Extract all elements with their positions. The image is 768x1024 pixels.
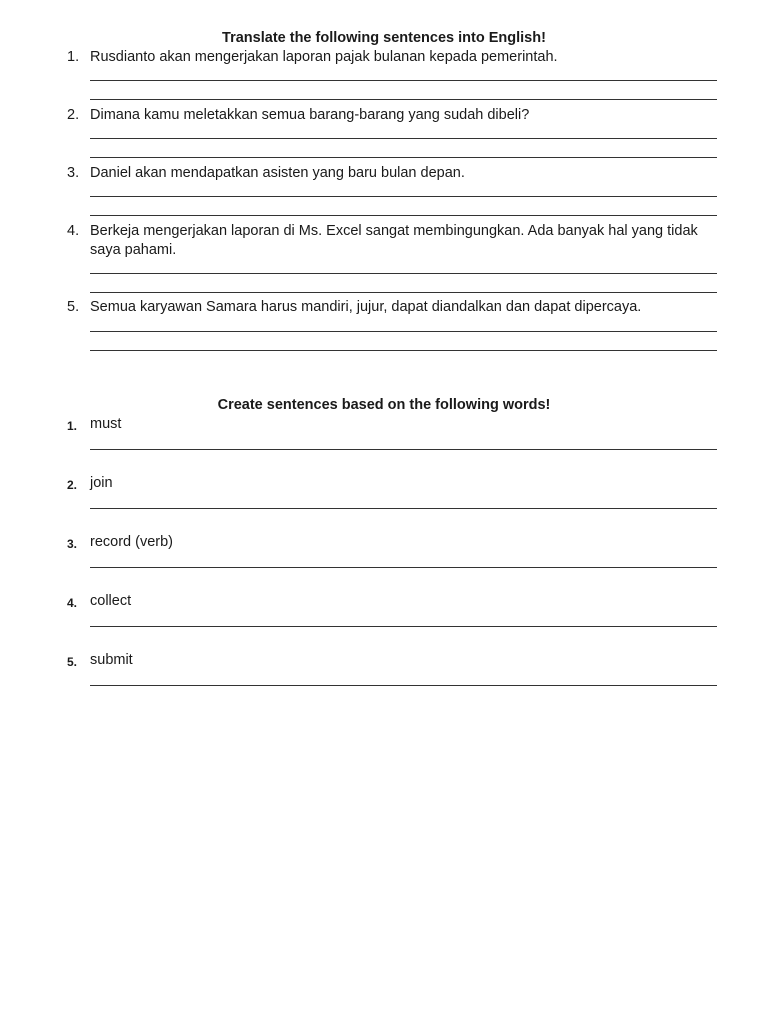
item-number: 1.	[67, 419, 78, 433]
answer-line[interactable]	[90, 215, 717, 216]
answer-line[interactable]	[90, 80, 717, 81]
answer-line[interactable]	[90, 626, 717, 627]
item-sentence: Daniel akan mendapatkan asisten yang baru bulan depan.	[90, 165, 465, 181]
item-number: 5.	[67, 655, 78, 669]
answer-line[interactable]	[90, 331, 717, 332]
answer-line[interactable]	[90, 196, 717, 197]
answer-line[interactable]	[90, 273, 717, 274]
item-number: 4.	[67, 223, 80, 239]
item-sentence: Rusdianto akan mengerjakan laporan pajak bulanan kepada pemerintah.	[90, 49, 558, 65]
item-sentence: Semua karyawan Samara harus mandiri, jujur, dapat diandalkan dan dapat dipercaya.	[90, 299, 642, 315]
section-1-title: Translate the following sentences into English!	[222, 30, 546, 46]
answer-line[interactable]	[90, 99, 717, 100]
item-number: 5.	[67, 299, 80, 315]
answer-line[interactable]	[90, 138, 717, 139]
answer-line[interactable]	[90, 350, 717, 351]
item-word: join	[90, 475, 113, 491]
answer-line[interactable]	[90, 567, 717, 568]
item-word: collect	[90, 593, 132, 609]
item-number: 3.	[67, 537, 78, 551]
answer-line[interactable]	[90, 685, 717, 686]
answer-line[interactable]	[90, 157, 717, 158]
item-sentence: Dimana kamu meletakkan semua barang-barang yang sudah dibeli?	[90, 107, 530, 123]
item-word: record (verb)	[90, 534, 173, 550]
item-sentence: Berkeja mengerjakan laporan di Ms. Excel sangat membingungkan. Ada banyak hal yang tidak saya pahami.	[90, 223, 698, 258]
answer-line[interactable]	[90, 449, 717, 450]
section-2-title: Create sentences based on the following words!	[217, 397, 551, 413]
item-number: 2.	[67, 478, 78, 492]
item-number: 3.	[67, 165, 80, 181]
item-word: submit	[90, 652, 133, 668]
item-word: must	[90, 416, 122, 432]
item-number: 4.	[67, 596, 78, 610]
answer-line[interactable]	[90, 508, 717, 509]
item-number: 1.	[67, 49, 80, 65]
answer-line[interactable]	[90, 292, 717, 293]
item-number: 2.	[67, 107, 80, 123]
